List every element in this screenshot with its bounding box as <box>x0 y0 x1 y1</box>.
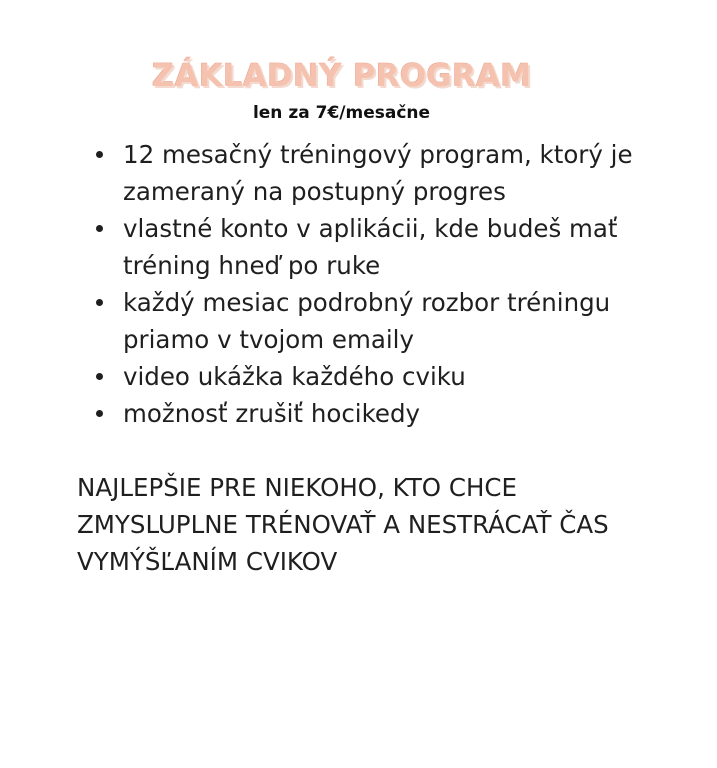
feature-text: vlastné konto v aplikácii, kde budeš mať tréning hneď po ruke <box>123 214 618 280</box>
feature-item <box>96 395 656 432</box>
bullet-icon <box>96 373 103 380</box>
feature-list <box>96 136 656 432</box>
feature-text: 12 mesačný tréningový program, ktorý je zameraný na postupný progres <box>123 140 633 206</box>
feature-text: každý mesiac podrobný rozbor tréningu priamo v tvojom emaily <box>123 288 611 354</box>
feature-item <box>96 210 656 284</box>
program-title: ZÁKLADNÝ PROGRAM <box>151 58 532 94</box>
feature-item <box>96 136 656 210</box>
feature-item <box>96 284 656 358</box>
price-subtitle: len za 7€/mesačne <box>252 103 431 123</box>
feature-item <box>96 358 656 395</box>
feature-text: možnosť zrušiť hocikedy <box>123 399 421 428</box>
tagline <box>77 469 637 580</box>
bullet-icon <box>96 410 103 417</box>
bullet-icon <box>96 225 103 232</box>
feature-text: video ukážka každého cviku <box>123 362 466 391</box>
bullet-icon <box>96 299 103 306</box>
tagline-line: NAJLEPŠIE PRE NIEKOHO, KTO CHCE <box>77 473 517 502</box>
bullet-icon <box>96 151 103 158</box>
tagline-line: VYMÝŠĽANÍM CVIKOV <box>77 547 338 576</box>
tagline-line: ZMYSLUPLNE TRÉNOVAŤ A NESTRÁCAŤ ČAS <box>77 510 609 539</box>
